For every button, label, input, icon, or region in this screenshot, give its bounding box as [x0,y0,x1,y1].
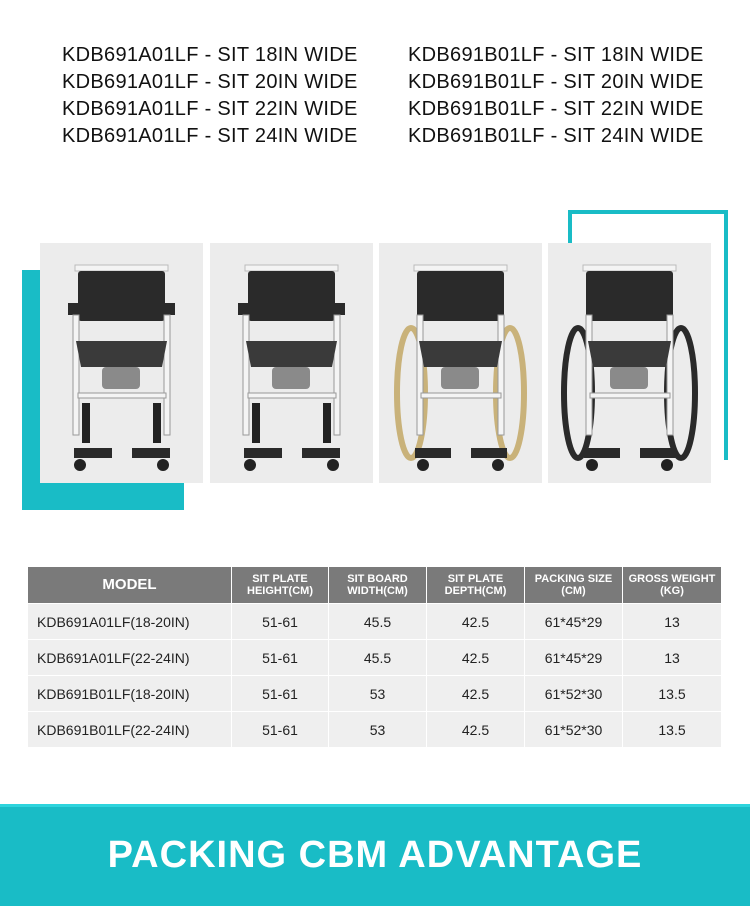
table-cell: 53 [329,712,427,748]
banner-divider [0,804,750,807]
table-cell: 61*45*29 [525,640,623,676]
table-cell: 61*45*29 [525,604,623,640]
self-propelled-commode-chair-icon [548,243,711,483]
table-cell: 13 [623,640,722,676]
product-photo-4 [548,243,711,483]
table-cell: 45.5 [329,604,427,640]
model-list-a01 [62,42,358,150]
header-text: WIDTH(CM) [347,585,408,597]
model-line: KDB691A01LF - SIT 24IN WIDE [62,125,358,147]
product-photo-2 [210,243,373,483]
table-cell: 45.5 [329,640,427,676]
table-cell: 13 [623,604,722,640]
header-text: SIT PLATE [447,573,504,585]
product-photo-1 [40,243,203,483]
header-text: (KG) [660,585,684,597]
table-row [28,676,722,712]
column-header-sit-board-width [329,567,427,604]
table-cell: 61*52*30 [525,712,623,748]
model-line: KDB691B01LF - SIT 24IN WIDE [408,125,704,147]
table-cell: 51-61 [232,604,329,640]
header-text: GROSS WEIGHT [628,573,716,585]
table-row [28,640,722,676]
spec-table [27,566,722,748]
table-cell: 42.5 [427,640,525,676]
column-header-sit-plate-depth [427,567,525,604]
shower-commode-chair-icon [210,243,373,483]
header-text: SIT BOARD [347,573,408,585]
column-header-gross-weight [623,567,722,604]
column-header-sit-plate-height [232,567,329,604]
header-text: SIT PLATE [252,573,308,585]
table-cell: 51-61 [232,712,329,748]
table-cell: 42.5 [427,712,525,748]
table-cell: 61*52*30 [525,676,623,712]
model-cell: KDB691B01LF(18-20IN) [28,676,232,712]
product-photo-3 [379,243,542,483]
table-header-row [28,567,722,604]
self-propelled-commode-chair-icon [379,243,542,483]
header-text: (CM) [561,585,586,597]
table-row [28,712,722,748]
table-cell: 42.5 [427,676,525,712]
table-cell: 13.5 [623,676,722,712]
model-line: KDB691A01LF - SIT 18IN WIDE [62,44,358,66]
table-cell: 13.5 [623,712,722,748]
model-list-b01 [408,42,704,150]
model-cell: KDB691A01LF(18-20IN) [28,604,232,640]
table-cell: 51-61 [232,676,329,712]
model-line: KDB691A01LF - SIT 22IN WIDE [62,98,358,120]
header-text: DEPTH(CM) [444,585,507,597]
table-row [28,604,722,640]
table-cell: 42.5 [427,604,525,640]
model-line: KDB691B01LF - SIT 18IN WIDE [408,44,704,66]
column-header-packing-size [525,567,623,604]
table-cell: 53 [329,676,427,712]
model-line: KDB691A01LF - SIT 20IN WIDE [62,71,358,93]
model-cell: KDB691A01LF(22-24IN) [28,640,232,676]
banner-title: PACKING CBM ADVANTAGE [107,834,643,876]
header-text: PACKING SIZE [534,573,613,585]
model-cell: KDB691B01LF(22-24IN) [28,712,232,748]
shower-commode-chair-icon [40,243,203,483]
model-line: KDB691B01LF - SIT 20IN WIDE [408,71,704,93]
table-cell: 51-61 [232,640,329,676]
header-text: HEIGHT(CM) [247,585,313,597]
bottom-banner [0,804,750,906]
model-line: KDB691B01LF - SIT 22IN WIDE [408,98,704,120]
column-header-model: MODEL [28,567,232,604]
